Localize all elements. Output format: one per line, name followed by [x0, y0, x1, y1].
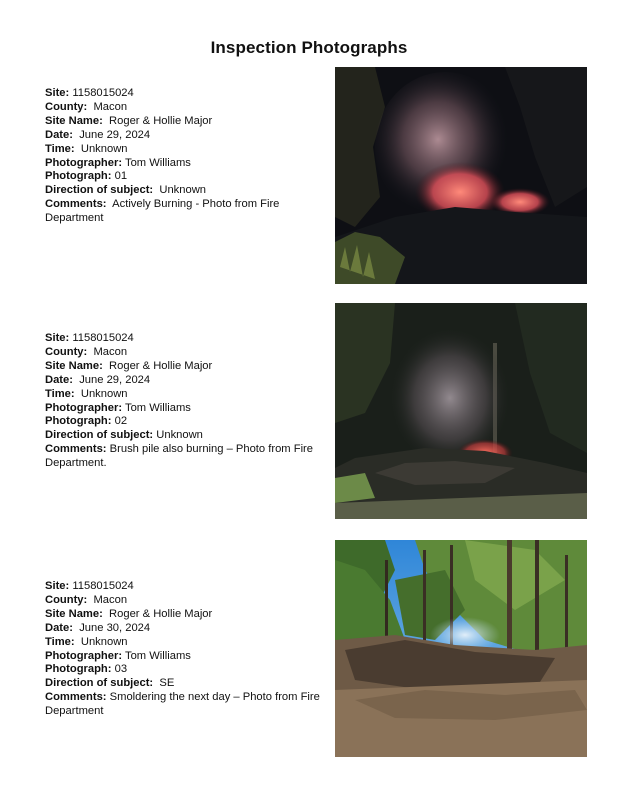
date-value: June 29, 2024	[79, 373, 151, 386]
date-label: Date:	[45, 621, 73, 634]
county-label: County:	[45, 345, 88, 358]
time-label: Time:	[45, 142, 75, 155]
photographer-label: Photographer:	[45, 649, 123, 662]
photographer-value: Tom Williams	[124, 156, 191, 169]
photographer-label: Photographer:	[45, 401, 123, 414]
site-name-label: Site Name:	[45, 114, 103, 127]
comments-value: Smoldering the next day – Photo from Fire Department	[45, 691, 320, 718]
site-value: 1158015024	[72, 332, 134, 344]
site-name-value: Roger & Hollie Major	[109, 359, 213, 372]
date-value: June 29, 2024	[79, 128, 151, 141]
county-value: Macon	[93, 593, 128, 606]
site-label: Site:	[45, 580, 70, 592]
photo-entry-2	[45, 332, 325, 471]
photographer-label: Photographer:	[45, 156, 123, 169]
comments-label: Comments:	[45, 443, 107, 456]
county-label: County:	[45, 593, 88, 606]
time-value: Unknown	[80, 387, 128, 400]
site-name-label: Site Name:	[45, 359, 103, 372]
direction-label: Direction of subject:	[45, 429, 154, 442]
direction-value: Unknown	[156, 429, 203, 442]
photographer-value: Tom Williams	[124, 649, 191, 662]
site-name-label: Site Name:	[45, 607, 103, 620]
photo-03-smoldering-daytime	[335, 540, 587, 757]
photo-02-brush-pile	[335, 303, 587, 519]
time-value: Unknown	[80, 142, 128, 155]
comments-label: Comments:	[45, 691, 107, 704]
county-value: Macon	[93, 345, 128, 358]
date-label: Date:	[45, 128, 73, 141]
site-value: 1158015024	[72, 87, 134, 99]
site-value: 1158015024	[72, 580, 134, 592]
comments-label: Comments:	[45, 198, 107, 211]
comments-value: Brush pile also burning – Photo from Fire Department.	[45, 443, 313, 470]
direction-label: Direction of subject:	[45, 677, 154, 690]
photo-entry-3	[45, 580, 325, 719]
page-title: Inspection Photographs	[210, 38, 408, 57]
site-name-value: Roger & Hollie Major	[109, 607, 213, 620]
photo-01-fire-night	[335, 67, 587, 284]
time-value: Unknown	[80, 635, 128, 648]
site-label: Site:	[45, 332, 70, 344]
direction-value: SE	[159, 677, 175, 690]
site-name-value: Roger & Hollie Major	[109, 114, 213, 127]
comments-value: Actively Burning - Photo from Fire Department	[45, 198, 280, 225]
time-label: Time:	[45, 635, 75, 648]
county-value: Macon	[93, 100, 128, 113]
photograph-label: Photograph:	[45, 663, 112, 676]
photograph-value: 02	[114, 415, 128, 428]
photograph-label: Photograph:	[45, 415, 112, 428]
county-label: County:	[45, 100, 88, 113]
photo-entry-1	[45, 87, 325, 226]
date-value: June 30, 2024	[79, 621, 151, 634]
direction-label: Direction of subject:	[45, 184, 154, 197]
site-label: Site:	[45, 87, 70, 99]
photograph-label: Photograph:	[45, 170, 112, 183]
photographer-value: Tom Williams	[124, 401, 191, 414]
time-label: Time:	[45, 387, 75, 400]
photograph-value: 01	[114, 170, 128, 183]
date-label: Date:	[45, 373, 73, 386]
photograph-value: 03	[114, 663, 128, 676]
direction-value: Unknown	[159, 184, 207, 197]
